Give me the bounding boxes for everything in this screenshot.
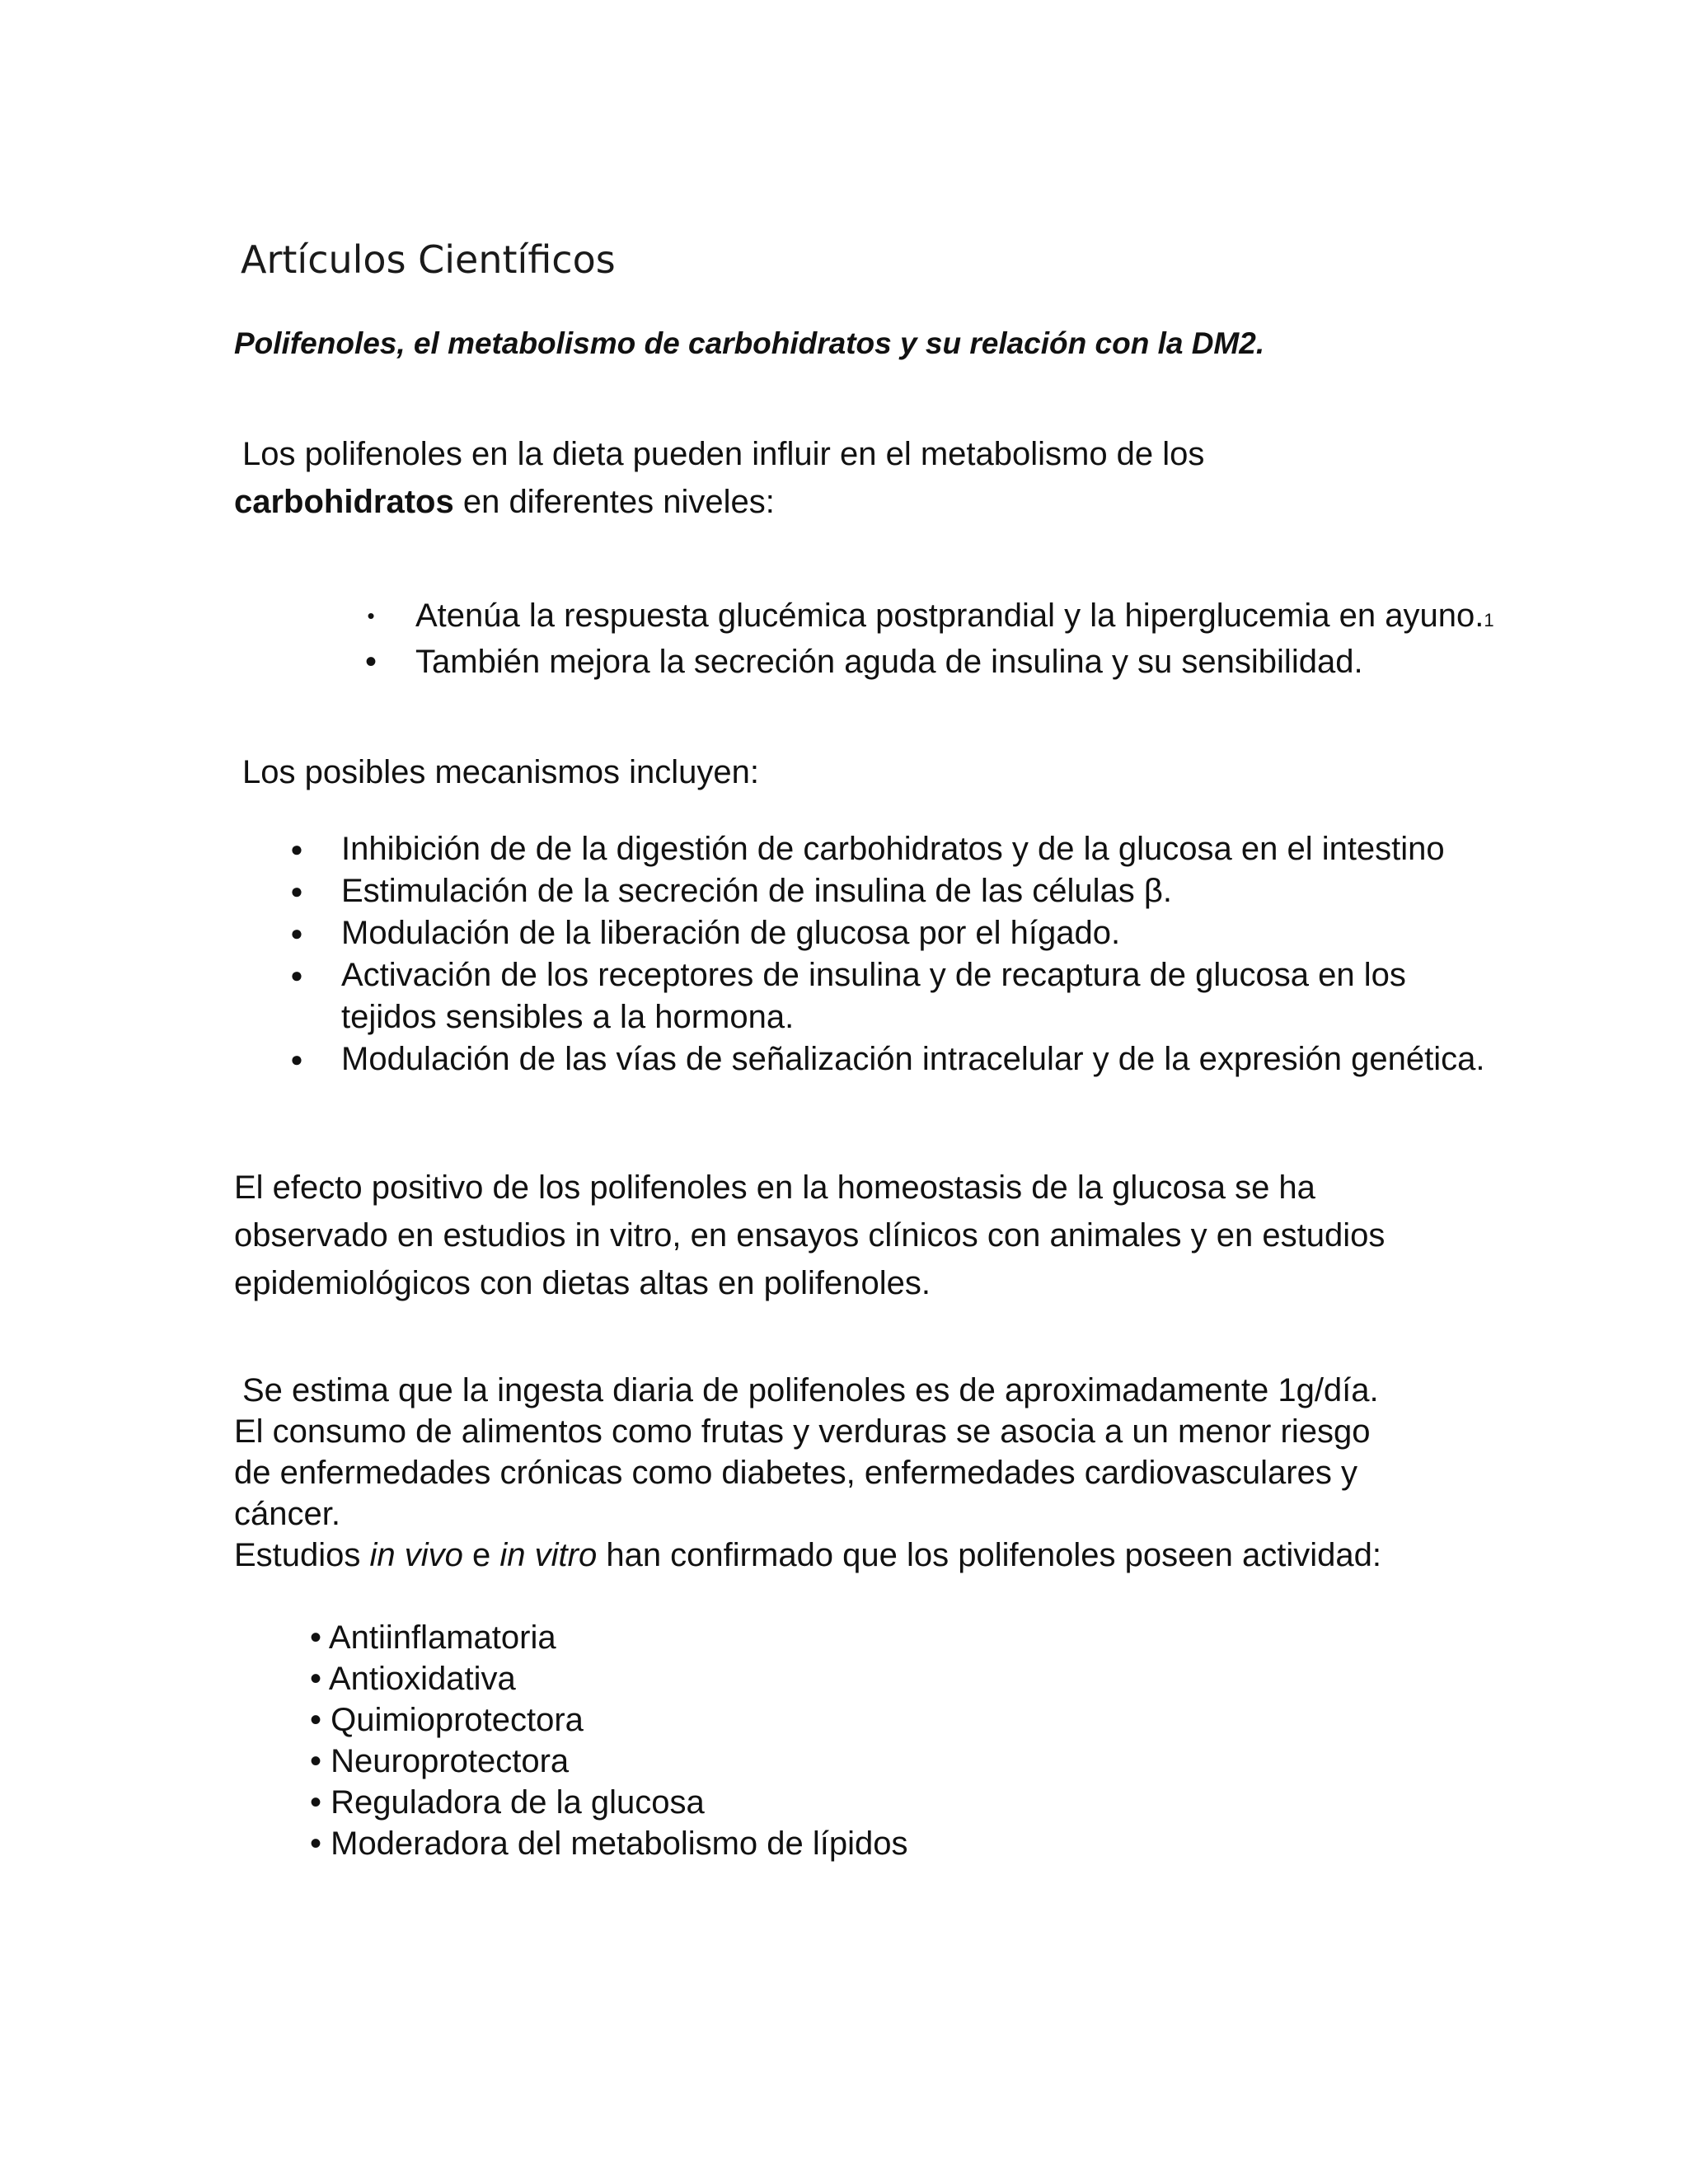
levels-list xyxy=(363,595,1500,682)
studies-text: Estudios xyxy=(234,1537,370,1573)
list-item: • Moderadora del metabolismo de lípidos xyxy=(310,1825,908,1862)
effect-paragraph: El efecto positivo de los polifenoles en la homeostasis de la glucosa se ha observado en estudios in vitro, en ensayos clínicos con animales y en estudios epidemiológicos con dietas altas en polifenoles. xyxy=(234,1169,1386,1301)
list-item-text: Estimulación de la secreción de insulina de las células β. xyxy=(341,873,1172,909)
list-item: • Neuroprotectora xyxy=(310,1743,570,1779)
studies-text-end: han confirmado que los polifenoles poseen actividad: xyxy=(597,1537,1381,1573)
list-item: • Reguladora de la glucosa xyxy=(310,1784,705,1821)
list-item-text: Modulación de las vías de señalización intracelular y de la expresión genética. xyxy=(341,1041,1485,1077)
list-item xyxy=(288,870,1500,912)
bullet-icon: ● xyxy=(290,963,303,987)
article-subtitle: Polifenoles, el metabolismo de carbohidratos y su relación con la DM2. xyxy=(234,326,1265,360)
bullet-icon: ● xyxy=(290,879,303,903)
studies-text-mid: e xyxy=(462,1537,500,1573)
list-item-text: También mejora la secreción aguda de insulina y su sensibilidad. xyxy=(415,644,1363,680)
studies-italic-in-vivo: in vivo xyxy=(369,1537,463,1573)
list-item-text: Modulación de la liberación de glucosa por el hígado. xyxy=(341,915,1121,951)
list-item xyxy=(288,1038,1500,1080)
list-item: • Antiinflamatoria xyxy=(310,1619,556,1656)
intro-paragraph xyxy=(234,430,1520,526)
intake-paragraph: Se estima que la ingesta diaria de polifenoles es de aproximadamente 1g/día. El consumo de alimentos como frutas y verduras se asocia a un menor riesgo de enfermedades crónicas como diabetes, enfermedades cardiovasculares y cáncer. xyxy=(234,1372,1379,1532)
section-title: Artículos Científicos xyxy=(241,237,616,282)
bullet-icon: • xyxy=(367,603,375,628)
mechanisms-intro: Los posibles mecanismos incluyen: xyxy=(242,754,759,790)
list-item xyxy=(288,828,1500,870)
activities-list xyxy=(310,1617,908,1864)
intro-text-end: en diferentes niveles: xyxy=(453,484,775,520)
list-item xyxy=(363,595,1500,641)
studies-paragraph xyxy=(234,1535,1388,1576)
intro-text: Los polifenoles en la dieta pueden influir en el metabolismo de los xyxy=(242,436,1205,472)
bullet-icon: ● xyxy=(290,921,303,945)
list-item xyxy=(363,641,1500,682)
list-item xyxy=(288,954,1500,1038)
bullet-icon: ● xyxy=(290,1047,303,1071)
intro-bold-term: carbohidratos xyxy=(234,484,454,520)
bullet-icon: ● xyxy=(290,837,303,861)
studies-italic-in-vitro: in vitro xyxy=(499,1537,598,1573)
mechanisms-list xyxy=(288,828,1500,1080)
footnote-mark: 1 xyxy=(1484,610,1494,630)
bullet-icon: • xyxy=(364,644,377,680)
list-item-text: Inhibición de de la digestión de carbohidratos y de la glucosa en el intestino xyxy=(341,831,1445,867)
list-item: • Antioxidativa xyxy=(310,1661,516,1697)
list-item-text: Activación de los receptores de insulina y de recaptura de glucosa en los tejidos sensibles a la hormona. xyxy=(341,957,1406,1035)
list-item-text: Atenúa la respuesta glucémica postprandial y la hiperglucemia en ayuno. xyxy=(415,598,1484,634)
list-item: • Quimioprotectora xyxy=(310,1702,584,1738)
list-item xyxy=(288,912,1500,954)
